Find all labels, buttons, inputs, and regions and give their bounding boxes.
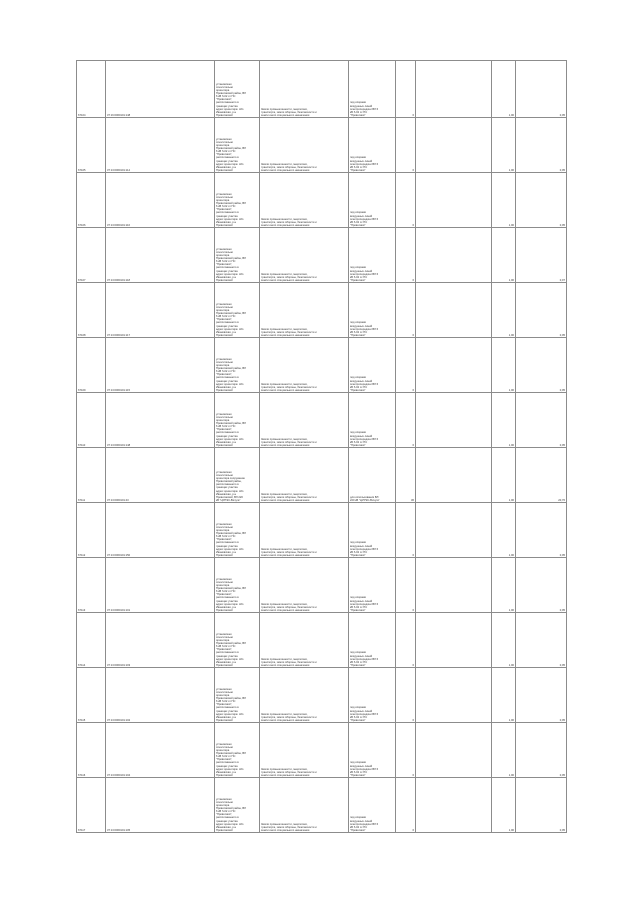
empty-cell xyxy=(416,173,492,228)
coefficient-cell xyxy=(492,228,516,283)
rate-cell xyxy=(516,118,567,173)
land-category-cell xyxy=(260,393,349,448)
location-text: установлено относительно ориентира Приволжский район, ВЛ 6 кВ б-02 от ПС "Приволжск", расположенного в границах участка адрес ориентира: обл. Ивановская, р-н Приволжский xyxy=(216,192,246,227)
area-text: 6 xyxy=(412,608,414,612)
row-number-cell xyxy=(77,61,106,118)
row-number-cell xyxy=(77,613,106,668)
rate-text: 0,05 xyxy=(559,553,565,557)
area-text: 6 xyxy=(412,278,414,282)
location-text: установлено относительно ориентира Приволжский район, ВЛ 6 кВ б-02 от ПС "Приволжск", расположенного в границах участка адрес ориентира: обл. Ивановская, р-н Приволжский xyxy=(216,742,246,777)
coefficient-text: 1,00 xyxy=(508,223,514,227)
cadastral-number-text: 37:13:0060101:114 xyxy=(107,168,130,172)
area-cell xyxy=(396,778,416,833)
cadastral-number-cell xyxy=(106,338,215,393)
row-number-text: 67112 xyxy=(78,553,86,557)
coefficient-cell xyxy=(492,558,516,613)
rate-text: 0,05 xyxy=(559,718,565,722)
land-category-text: Земли промышленности, энергетики, транспорта, земли обороны, безопасности и земли иного специального назначения xyxy=(261,492,317,502)
permitted-use-text: под опорами воздушных линий электропередачи ВЛ 6 кВ б-02 от ПС "Приволжск" xyxy=(350,761,379,777)
permitted-use-cell xyxy=(349,668,396,723)
rate-cell xyxy=(516,503,567,558)
coefficient-cell xyxy=(492,118,516,173)
land-category-cell xyxy=(260,173,349,228)
cadastral-number-cell xyxy=(106,723,215,778)
area-cell xyxy=(396,448,416,503)
area-text: 6 xyxy=(412,388,414,392)
table-row xyxy=(77,503,567,558)
coefficient-text: 1,00 xyxy=(508,498,514,502)
table-row xyxy=(77,448,567,503)
rate-cell xyxy=(516,338,567,393)
coefficient-cell xyxy=(492,393,516,448)
table-row xyxy=(77,778,567,833)
permitted-use-cell xyxy=(349,558,396,613)
rate-cell xyxy=(516,558,567,613)
land-category-cell xyxy=(260,338,349,393)
land-category-text: Земли промышленности, энергетики, транспорта, земли обороны, безопасности и земли иного специального назначения xyxy=(261,327,317,337)
location-cell xyxy=(215,723,260,778)
coefficient-text: 1,00 xyxy=(508,663,514,667)
cadastral-number-text: 37:13:0060101:101 xyxy=(107,608,131,612)
table-row xyxy=(77,668,567,723)
location-text: установлено относительно ориентира Приволжский район, ВЛ 6 кВ б-02 от ПС "Приволжск", расположенного в границах участка адрес ориентира: обл. Ивановская, р-н Приволжский xyxy=(216,687,246,722)
cadastral-number-cell xyxy=(106,228,215,283)
area-cell xyxy=(396,393,416,448)
land-category-text: Земли промышленности, энергетики, транспорта, земли обороны, безопасности и земли иного специального назначения xyxy=(261,107,317,117)
rate-cell xyxy=(516,173,567,228)
rate-cell xyxy=(516,393,567,448)
location-cell xyxy=(215,448,260,503)
cadastral-number-text: 37:13:0060101:148 xyxy=(107,443,131,447)
coefficient-text: 1,00 xyxy=(508,333,514,337)
row-number-text: 67114 xyxy=(78,663,86,667)
permitted-use-cell xyxy=(349,338,396,393)
rate-cell xyxy=(516,228,567,283)
empty-cell xyxy=(416,61,492,118)
row-number-text: 67106 xyxy=(78,223,86,227)
permitted-use-text: под опорами воздушных линий электропередачи ВЛ 6 кВ б-02 от ПС "Приволжск" xyxy=(350,651,379,667)
table-body xyxy=(77,61,567,833)
area-cell xyxy=(396,668,416,723)
row-number-text: 67107 xyxy=(78,278,86,282)
row-number-cell xyxy=(77,558,106,613)
empty-cell xyxy=(416,723,492,778)
coefficient-text: 1,00 xyxy=(508,443,514,447)
rate-text: 0,05 xyxy=(559,168,565,172)
area-text: 36 xyxy=(411,498,414,502)
cadastral-number-text: 37:13:0060101:103 xyxy=(107,663,131,667)
coefficient-cell xyxy=(492,723,516,778)
table-row xyxy=(77,283,567,338)
area-cell xyxy=(396,723,416,778)
land-category-text: Земли промышленности, энергетики, транспорта, земли обороны, безопасности и земли иного специального назначения xyxy=(261,822,317,832)
location-cell xyxy=(215,778,260,833)
permitted-use-text: под опорами воздушных линий электропередачи ВЛ 6 кВ б-02 от ПС "Приволжск" xyxy=(350,541,379,557)
location-text: установлено относительно ориентира Приволжский район, ВЛ 6 кВ б-02 от ПС "Приволжск", расположенного в границах участка адрес ориентира: обл. Ивановская, р-н Приволжский xyxy=(216,412,246,447)
coefficient-cell xyxy=(492,173,516,228)
rate-text: 20,76 xyxy=(558,498,565,502)
row-number-text: 67110 xyxy=(78,443,86,447)
permitted-use-text: под опорами воздушных линий электропередачи ВЛ 6 кВ б-02 от ПС "Приволжск" xyxy=(350,596,379,612)
table-row xyxy=(77,173,567,228)
coefficient-cell xyxy=(492,338,516,393)
coefficient-cell xyxy=(492,61,516,118)
row-number-cell xyxy=(77,448,106,503)
coefficient-text: 1,00 xyxy=(508,168,514,172)
empty-cell xyxy=(416,613,492,668)
area-cell xyxy=(396,228,416,283)
rate-text: 0,05 xyxy=(559,223,565,227)
area-cell xyxy=(396,613,416,668)
location-text: установлено относительно ориентира Приволжский район, ВЛ 6 кВ б-02 от ПС "Приволжск", расположенного в границах участка адрес ориентира: обл. Ивановская, р-н Приволжский xyxy=(216,797,246,832)
land-category-cell xyxy=(260,668,349,723)
land-category-text: Земли промышленности, энергетики, транспорта, земли обороны, безопасности и земли иного специального назначения xyxy=(261,437,317,447)
permitted-use-cell xyxy=(349,613,396,668)
row-number-text: 67111 xyxy=(78,498,86,502)
cadastral-number-text: 37:13:0060101:104 xyxy=(107,773,131,777)
rate-text: 0,05 xyxy=(559,113,565,117)
area-cell xyxy=(396,558,416,613)
cadastral-number-cell xyxy=(106,283,215,338)
cadastral-number-text: 37:13:0060101:116 xyxy=(107,223,130,227)
cadastral-number-text: 37:13:0060101:117 xyxy=(107,333,130,337)
land-category-text: Земли промышленности, энергетики, транспорта, земли обороны, безопасности и земли иного специального назначения xyxy=(261,162,317,172)
cadastral-number-cell xyxy=(106,448,215,503)
land-category-text: Земли промышленности, энергетики, транспорта, земли обороны, безопасности и земли иного специального назначения xyxy=(261,712,317,722)
cadastral-number-text: 37:16:0060101:148 xyxy=(107,113,131,117)
empty-cell xyxy=(416,503,492,558)
empty-cell xyxy=(416,118,492,173)
rate-cell xyxy=(516,668,567,723)
rate-text: 0,05 xyxy=(559,388,565,392)
permitted-use-text: под опорами воздушных линий электропередачи ВЛ 6 кВ б-02 от ПС "Приволжск" xyxy=(350,816,379,832)
location-text: установлено относительно ориентира Приволжский район, ВЛ 6 кВ б-02 от ПС "Приволжск", расположенного в границах участка адрес ориентира: обл. Ивановская, р-н Приволжский xyxy=(216,302,246,337)
area-text: 6 xyxy=(412,773,414,777)
coefficient-cell xyxy=(492,778,516,833)
cadastral-number-text: 37:13:0060101:43 xyxy=(107,498,129,502)
row-number-cell xyxy=(77,338,106,393)
permitted-use-cell xyxy=(349,393,396,448)
land-category-cell xyxy=(260,503,349,558)
area-cell xyxy=(396,61,416,118)
rate-text: 0,05 xyxy=(559,663,565,667)
permitted-use-text: под опорами воздушных линий электропередачи ВЛ 6 кВ б-02 от ПС "Приволжск" xyxy=(350,431,379,447)
location-text: установлено относительно ориентира Приволжский район, ВЛ 6 кВ б-02 от ПС "Приволжск", расположенного в границах участка адрес ориентира: обл. Ивановская, р-н Приволжский xyxy=(216,137,246,172)
rate-text: 0,05 xyxy=(559,443,565,447)
permitted-use-cell xyxy=(349,228,396,283)
cadastral-number-text: 37:13:0060101:102 xyxy=(107,718,131,722)
area-text: 6 xyxy=(412,443,414,447)
location-cell xyxy=(215,393,260,448)
row-number-text: 67117 xyxy=(78,828,86,832)
area-cell xyxy=(396,338,416,393)
table-row xyxy=(77,393,567,448)
row-number-text: 67105 xyxy=(78,168,86,172)
table-row xyxy=(77,228,567,283)
coefficient-text: 1,00 xyxy=(508,608,514,612)
area-cell xyxy=(396,118,416,173)
cadastral-number-cell xyxy=(106,503,215,558)
permitted-use-text: под опорами воздушных линий электропередачи ВЛ 6 кВ б-02 от ПС "Приволжск" xyxy=(350,706,379,722)
row-number-cell xyxy=(77,393,106,448)
coefficient-text: 1,00 xyxy=(508,718,514,722)
cadastral-number-cell xyxy=(106,393,215,448)
coefficient-cell xyxy=(492,503,516,558)
area-text: 6 xyxy=(412,663,414,667)
empty-cell xyxy=(416,558,492,613)
land-category-cell xyxy=(260,118,349,173)
row-number-cell xyxy=(77,503,106,558)
land-category-text: Земли промышленности, энергетики, транспорта, земли обороны, безопасности и земли иного специального назначения xyxy=(261,657,317,667)
location-text: установлено относительно ориентира сооружение Приволжский район, расположенного в границах участка адрес ориентира: обл. Ивановская, р-н Приволжский, ВЛ 220 кВ "ЦУРЭС-Вичуга" xyxy=(216,470,245,502)
land-category-cell xyxy=(260,778,349,833)
row-number-text: 67113 xyxy=(78,608,86,612)
cadastral-number-cell xyxy=(106,61,215,118)
row-number-cell xyxy=(77,723,106,778)
land-category-cell xyxy=(260,228,349,283)
permitted-use-text: под опорами воздушных линий электропередачи ВЛ 6 кВ б-02 от ПС "Приволжск" xyxy=(350,101,379,117)
cadastral-number-cell xyxy=(106,558,215,613)
row-number-cell xyxy=(77,228,106,283)
row-number-cell xyxy=(77,118,106,173)
empty-cell xyxy=(416,393,492,448)
land-category-cell xyxy=(260,61,349,118)
permitted-use-cell xyxy=(349,283,396,338)
land-category-cell xyxy=(260,448,349,503)
rate-cell xyxy=(516,448,567,503)
land-category-cell xyxy=(260,283,349,338)
permitted-use-cell xyxy=(349,448,396,503)
land-category-text: Земли промышленности, энергетики, транспорта, земли обороны, безопасности и земли иного специального назначения xyxy=(261,602,317,612)
rate-text: 0,05 xyxy=(559,828,565,832)
location-cell xyxy=(215,613,260,668)
location-cell xyxy=(215,61,260,118)
area-text: 6 xyxy=(412,113,414,117)
table-row xyxy=(77,613,567,668)
land-category-text: Земли промышленности, энергетики, транспорта, земли обороны, безопасности и земли иного специального назначения xyxy=(261,547,317,557)
location-text: установлено относительно ориентира Приволжский район, ВЛ 6 кВ б-02 от ПС "Приволжск", расположенного в границах участка адрес ориентира: обл. Ивановская, р-н Приволжский xyxy=(216,82,246,117)
area-cell xyxy=(396,503,416,558)
land-plot-table xyxy=(76,60,567,833)
location-cell xyxy=(215,228,260,283)
area-text: 6 xyxy=(412,553,414,557)
area-text: 6 xyxy=(412,168,414,172)
coefficient-cell xyxy=(492,613,516,668)
row-number-cell xyxy=(77,668,106,723)
coefficient-text: 1,00 xyxy=(508,553,514,557)
location-text: установлено относительно ориентира Приволжский район, ВЛ 6 кВ б-02 от ПС "Приволжск", расположенного в границах участка адрес ориентира: обл. Ивановская, р-н Приволжский xyxy=(216,522,246,557)
permitted-use-cell xyxy=(349,61,396,118)
coefficient-cell xyxy=(492,283,516,338)
table-row xyxy=(77,723,567,778)
cadastral-number-text: 37:13:0060101:118 xyxy=(107,278,130,282)
rate-text: 0,05 xyxy=(559,333,565,337)
rate-cell xyxy=(516,613,567,668)
row-number-text: 67115 xyxy=(78,718,86,722)
coefficient-text: 1,00 xyxy=(508,773,514,777)
location-cell xyxy=(215,173,260,228)
cadastral-number-text: 37:13:0060101:115 xyxy=(107,388,130,392)
location-text: установлено относительно ориентира Приволжский район, ВЛ 6 кВ б-02 от ПС "Приволжск", расположенного в границах участка адрес ориентира: обл. Ивановская, р-н Приволжский xyxy=(216,357,246,392)
land-category-text: Земли промышленности, энергетики, транспорта, земли обороны, безопасности и земли иного специального назначения xyxy=(261,217,317,227)
location-text: установлено относительно ориентира Приволжский район, ВЛ 6 кВ б-02 от ПС "Приволжск", расположенного в границах участка адрес ориентира: обл. Ивановская, р-н Приволжский xyxy=(216,247,246,282)
cadastral-number-cell xyxy=(106,778,215,833)
land-category-text: Земли промышленности, энергетики, транспорта, земли обороны, безопасности и земли иного специального назначения xyxy=(261,767,317,777)
area-text: 6 xyxy=(412,333,414,337)
location-cell xyxy=(215,338,260,393)
location-cell xyxy=(215,668,260,723)
row-number-text: 67116 xyxy=(78,773,86,777)
permitted-use-text: под опорами воздушных линий электропередачи ВЛ 6 кВ б-02 от ПС "Приволжск" xyxy=(350,156,379,172)
rate-text: 0,07 xyxy=(559,278,565,282)
coefficient-text: 1,00 xyxy=(508,388,514,392)
table-row xyxy=(77,61,567,118)
land-category-cell xyxy=(260,558,349,613)
empty-cell xyxy=(416,668,492,723)
cadastral-number-cell xyxy=(106,173,215,228)
row-number-text: 67104 xyxy=(78,113,86,117)
permitted-use-text: под опорами воздушных линий электропередачи ВЛ 6 кВ б-02 от ПС "Приволжск" xyxy=(350,211,379,227)
location-cell xyxy=(215,118,260,173)
rate-cell xyxy=(516,61,567,118)
cadastral-number-cell xyxy=(106,118,215,173)
coefficient-text: 1,00 xyxy=(508,828,514,832)
table-row xyxy=(77,338,567,393)
rate-text: 0,05 xyxy=(559,608,565,612)
table-row xyxy=(77,558,567,613)
permitted-use-cell xyxy=(349,118,396,173)
empty-cell xyxy=(416,283,492,338)
empty-cell xyxy=(416,448,492,503)
coefficient-cell xyxy=(492,448,516,503)
permitted-use-cell xyxy=(349,503,396,558)
permitted-use-text: для использования ВЛ 220 кВ "ЦУРЭС-Вичуга" xyxy=(350,495,380,502)
area-cell xyxy=(396,173,416,228)
empty-cell xyxy=(416,338,492,393)
permitted-use-cell xyxy=(349,778,396,833)
location-text: установлено относительно ориентира Приволжский район, ВЛ 6 кВ б-02 от ПС "Приволжск", расположенного в границах участка адрес ориентира: обл. Ивановская, р-н Приволжский xyxy=(216,577,246,612)
land-category-text: Земли промышленности, энергетики, транспорта, земли обороны, безопасности и земли иного специального назначения xyxy=(261,272,317,282)
rate-cell xyxy=(516,723,567,778)
permitted-use-text: под опорами воздушных линий электропередачи ВЛ 6 кВ б-02 от ПС "Приволжск" xyxy=(350,266,379,282)
land-category-text: Земли промышленности, энергетики, транспорта, земли обороны, безопасности и земли иного специального назначения xyxy=(261,382,317,392)
location-cell xyxy=(215,283,260,338)
cadastral-number-text: 37:13:0060101:105 xyxy=(107,828,131,832)
area-text: 6 xyxy=(412,718,414,722)
cadastral-number-text: 37:13:0060101:150 xyxy=(107,553,131,557)
rate-cell xyxy=(516,283,567,338)
rate-cell xyxy=(516,778,567,833)
empty-cell xyxy=(416,228,492,283)
table-row xyxy=(77,118,567,173)
row-number-text: 67109 xyxy=(78,388,86,392)
permitted-use-cell xyxy=(349,723,396,778)
empty-cell xyxy=(416,778,492,833)
land-category-cell xyxy=(260,613,349,668)
row-number-cell xyxy=(77,283,106,338)
coefficient-cell xyxy=(492,668,516,723)
permitted-use-cell xyxy=(349,173,396,228)
permitted-use-text: под опорами воздушных линий электропередачи ВЛ 6 кВ б-02 от ПС "Приволжск" xyxy=(350,376,379,392)
location-cell xyxy=(215,558,260,613)
area-text: 6 xyxy=(412,223,414,227)
location-cell xyxy=(215,503,260,558)
area-cell xyxy=(396,283,416,338)
cadastral-number-cell xyxy=(106,613,215,668)
row-number-cell xyxy=(77,778,106,833)
rate-text: 0,05 xyxy=(559,773,565,777)
land-category-cell xyxy=(260,723,349,778)
row-number-text: 67108 xyxy=(78,333,86,337)
permitted-use-text: под опорами воздушных линий электропередачи ВЛ 6 кВ б-02 от ПС "Приволжск" xyxy=(350,321,379,337)
location-text: установлено относительно ориентира Приволжский район, ВЛ 6 кВ б-02 от ПС "Приволжск", расположенного в границах участка адрес ориентира: обл. Ивановская, р-н Приволжский xyxy=(216,632,246,667)
coefficient-text: 1,00 xyxy=(508,113,514,117)
cadastral-number-cell xyxy=(106,668,215,723)
coefficient-text: 1,00 xyxy=(508,278,514,282)
area-text: 6 xyxy=(412,828,414,832)
row-number-cell xyxy=(77,173,106,228)
